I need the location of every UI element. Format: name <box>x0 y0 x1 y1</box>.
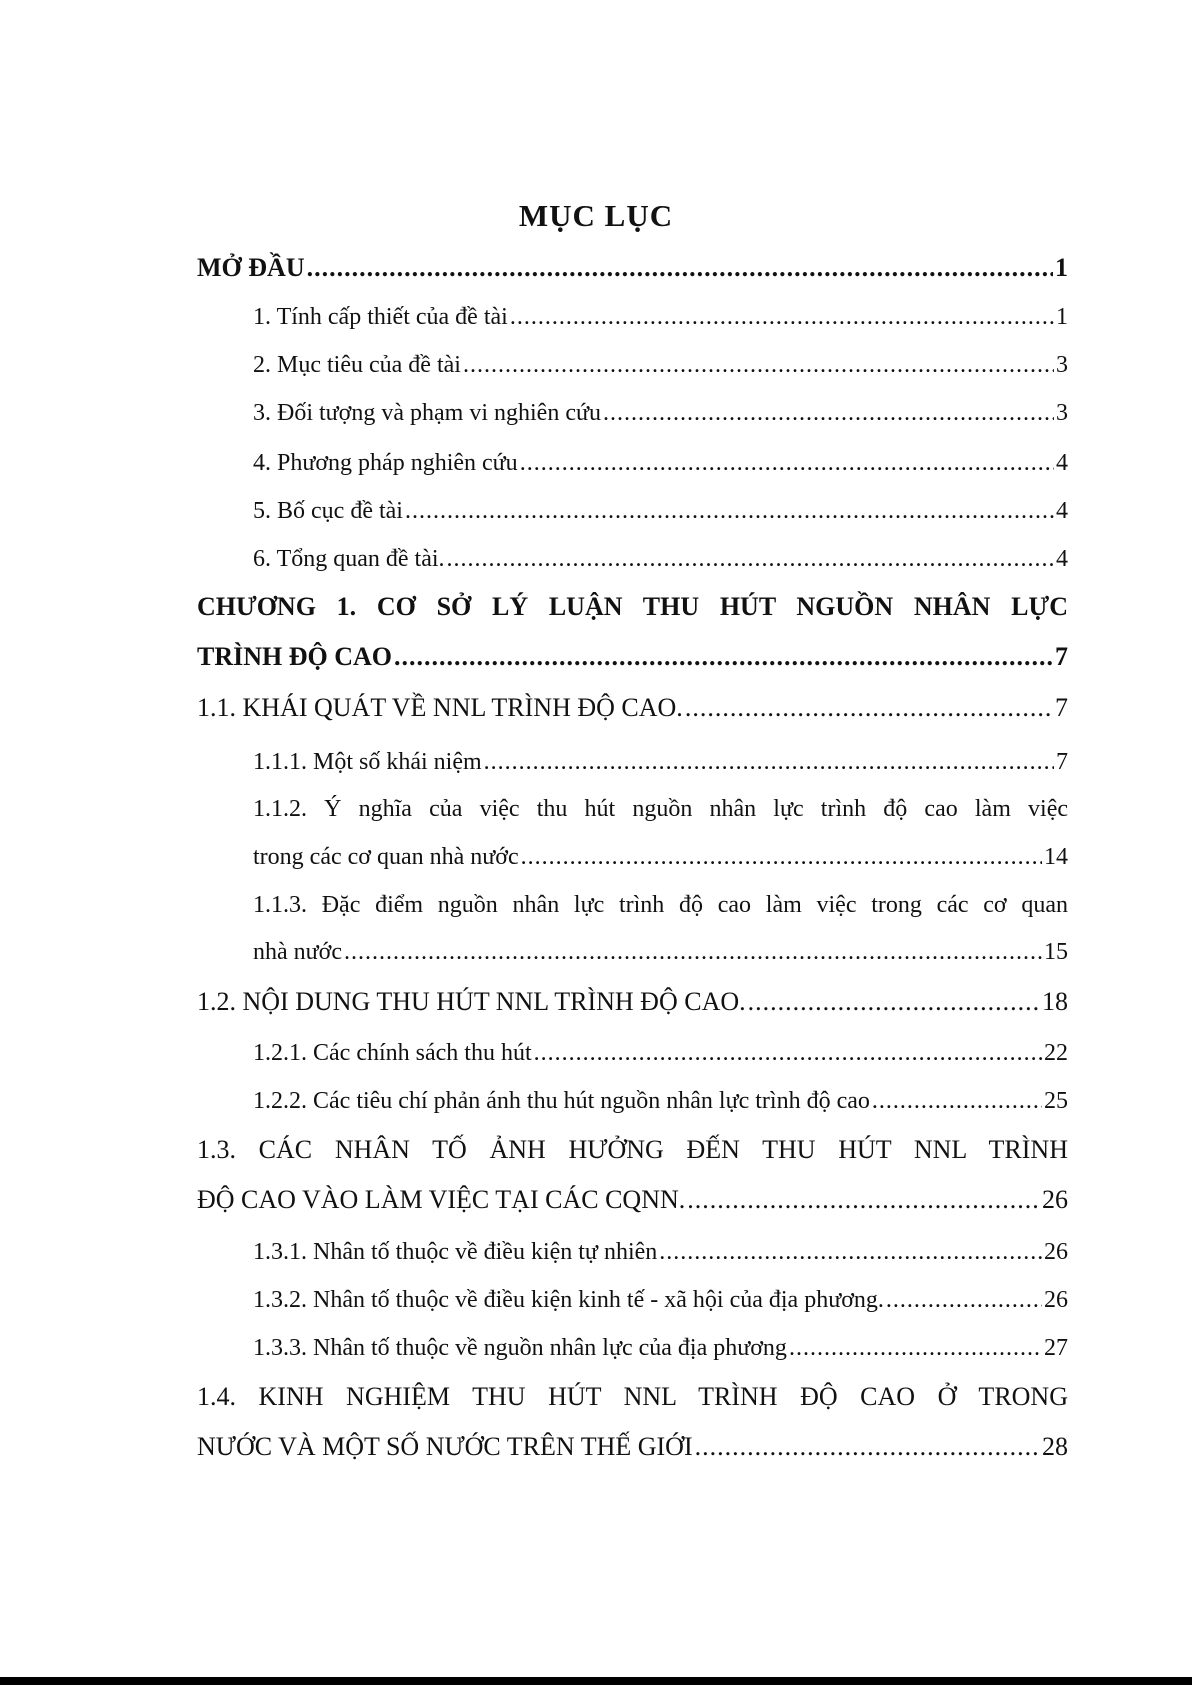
page-title: MỤC LỤC <box>518 198 674 233</box>
toc-entry-label: 1. Tính cấp thiết của đề tài <box>253 304 508 330</box>
toc-entry-chapter-1 <box>197 637 1068 677</box>
toc-entry-1-1-2 <box>253 837 1068 877</box>
toc-entry-1-2-2 <box>253 1081 1068 1121</box>
toc-entry-page: 18 <box>1042 987 1068 1016</box>
dot-leader <box>405 491 1054 531</box>
toc-entry-label: TRÌNH ĐỘ CAO <box>197 642 393 671</box>
toc-entry-label: MỞ ĐẦU <box>197 253 305 282</box>
toc-entry-page: 3 <box>1056 352 1068 378</box>
toc-entry-label: 1.2.1. Các chính sách thu hút <box>253 1040 532 1066</box>
dot-leader <box>520 443 1054 483</box>
toc-entry-label: 1.3.2. Nhân tố thuộc về điều kiện kinh tế - xã hội của địa phương. <box>253 1287 884 1313</box>
toc-entry-1-1-2-line1: 1.1.2. Ý nghĩa của việc thu hút nguồn nhân lực trình độ cao làm việc <box>253 796 1068 822</box>
toc-entry-page: 27 <box>1044 1335 1068 1361</box>
toc-entry-label: trong các cơ quan nhà nước <box>253 844 519 870</box>
toc-entry-page: 7 <box>1056 749 1068 775</box>
toc-entry-label: NƯỚC VÀ MỘT SỐ NƯỚC TRÊN THẾ GIỚI <box>197 1432 693 1461</box>
toc-entry-label: 3. Đối tượng và phạm vi nghiên cứu <box>253 400 601 426</box>
dot-leader <box>394 637 1053 677</box>
toc-entry-1-1-3-line1: 1.1.3. Đặc điểm nguồn nhân lực trình độ cao làm việc trong các cơ quan <box>253 892 1068 918</box>
toc-entry-page: 4 <box>1056 450 1068 476</box>
toc-entry-page: 26 <box>1044 1239 1068 1265</box>
toc-entry-label: 5. Bố cục đề tài <box>253 498 403 524</box>
toc-entry-label: ĐỘ CAO VÀO LÀM VIỆC TẠI CÁC CQNN. <box>197 1185 686 1214</box>
toc-entry-1 <box>253 297 1068 337</box>
toc-entry-label: 1.2.2. Các tiêu chí phản ánh thu hút nguồn nhân lực trình độ cao <box>253 1088 870 1114</box>
toc-entry-label: nhà nước <box>253 939 343 965</box>
toc-entry-1-3-1 <box>253 1232 1068 1272</box>
dot-leader <box>534 1033 1042 1073</box>
toc-entry-label: 2. Mục tiêu của đề tài <box>253 352 461 378</box>
toc-entry-1-1 <box>197 688 1068 728</box>
dot-leader <box>521 837 1042 877</box>
toc-entry-page: 14 <box>1044 844 1068 870</box>
toc-entry-1-2-1 <box>253 1033 1068 1073</box>
toc-entry-label: 1.1. KHÁI QUÁT VỀ NNL TRÌNH ĐỘ CAO. <box>197 693 683 722</box>
toc-entry-1-3-2 <box>253 1280 1068 1320</box>
dot-leader <box>463 345 1054 385</box>
toc-entry-3 <box>253 393 1068 433</box>
dot-leader <box>695 1427 1040 1467</box>
toc-entry-mo-dau <box>197 248 1068 288</box>
toc-entry-1-4-line1: 1.4. KINH NGHIỆM THU HÚT NNL TRÌNH ĐỘ CAO Ở TRONG <box>197 1382 1068 1411</box>
dot-leader <box>685 688 1053 728</box>
toc-entry-label: 1.3.3. Nhân tố thuộc về nguồn nhân lực của địa phương <box>253 1335 787 1361</box>
toc-entry-1-3-3 <box>253 1328 1068 1368</box>
toc-entry-page: 1 <box>1055 253 1068 282</box>
toc-entry-1-1-1 <box>253 742 1068 782</box>
toc-entry-1-3 <box>197 1180 1068 1220</box>
toc-entry-chapter-1-line1: CHƯƠNG 1. CƠ SỞ LÝ LUẬN THU HÚT NGUỒN NHÂN LỰC <box>197 592 1068 621</box>
dot-leader <box>748 982 1040 1022</box>
dot-leader <box>789 1328 1042 1368</box>
toc-entry-page: 26 <box>1042 1185 1068 1214</box>
dot-leader <box>510 297 1054 337</box>
dot-leader <box>872 1081 1042 1121</box>
toc-entry-label: 1.3.1. Nhân tố thuộc về điều kiện tự nhiên <box>253 1239 658 1265</box>
toc-entry-label: 1.1.1. Một số khái niệm <box>253 749 482 775</box>
toc-entry-page: 22 <box>1044 1040 1068 1066</box>
toc-entry-page: 1 <box>1056 304 1068 330</box>
toc-entry-page: 7 <box>1055 693 1068 722</box>
toc-entry-4 <box>253 443 1068 483</box>
dot-leader <box>447 539 1054 579</box>
dot-leader <box>886 1280 1042 1320</box>
toc-entry-5 <box>253 491 1068 531</box>
toc-entry-page: 3 <box>1056 400 1068 426</box>
toc-entry-label: 6. Tổng quan đề tài. <box>253 546 445 572</box>
toc-entry-page: 4 <box>1056 498 1068 524</box>
toc-entry-page: 4 <box>1056 546 1068 572</box>
dot-leader <box>659 1232 1042 1272</box>
toc-entry-page: 7 <box>1055 642 1068 671</box>
dot-leader <box>687 1180 1040 1220</box>
toc-entry-label: 4. Phương pháp nghiên cứu <box>253 450 518 476</box>
toc-entry-1-2 <box>197 982 1068 1022</box>
toc-entry-1-3-line1: 1.3. CÁC NHÂN TỐ ẢNH HƯỞNG ĐẾN THU HÚT NNL TRÌNH <box>197 1135 1068 1164</box>
dot-leader <box>603 393 1054 433</box>
toc-entry-page: 25 <box>1044 1088 1068 1114</box>
dot-leader <box>307 248 1053 288</box>
toc-entry-page: 15 <box>1044 939 1068 965</box>
toc-entry-1-1-3 <box>253 932 1068 972</box>
toc-entry-page: 28 <box>1042 1432 1068 1461</box>
toc-entry-label: 1.2. NỘI DUNG THU HÚT NNL TRÌNH ĐỘ CAO. <box>197 987 746 1016</box>
toc-entry-6 <box>253 539 1068 579</box>
toc-entry-page: 26 <box>1044 1287 1068 1313</box>
dot-leader <box>344 932 1042 972</box>
dot-leader <box>484 742 1054 782</box>
page-bottom-border <box>0 1677 1192 1685</box>
toc-entry-1-4 <box>197 1427 1068 1467</box>
toc-entry-2 <box>253 345 1068 385</box>
